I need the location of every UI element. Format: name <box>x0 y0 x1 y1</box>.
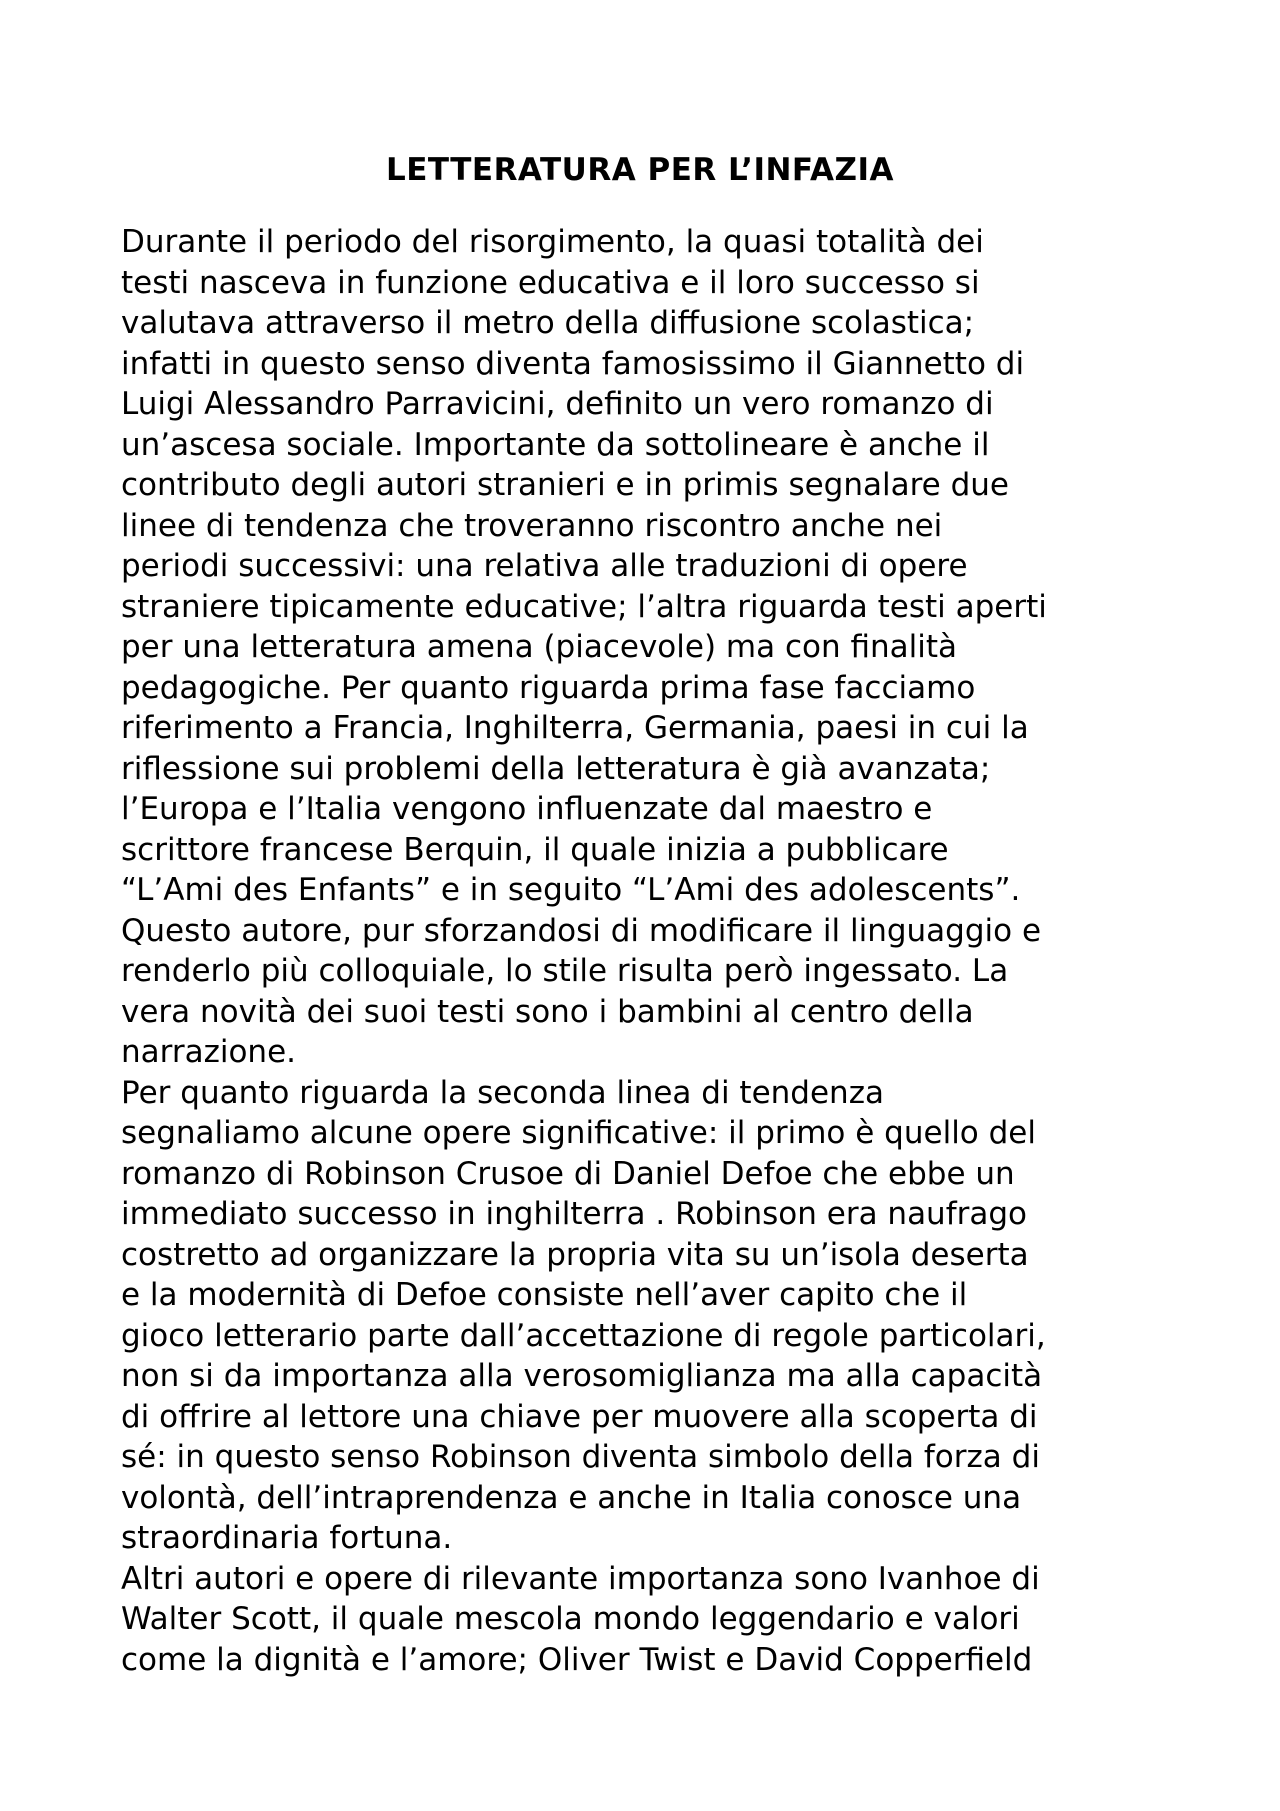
text-line: Luigi Alessandro Parravicini, definito un vero romanzo di <box>121 386 994 422</box>
text-line: renderlo più colloquiale, lo stile risulta però ingessato. La <box>121 953 1009 989</box>
document-title: LETTERATURA PER L’INFAZIA <box>385 152 895 188</box>
text-line: Durante il periodo del risorgimento, la quasi totalità dei <box>121 224 984 260</box>
text-line: Per quanto riguarda la seconda linea di tendenza <box>121 1074 884 1111</box>
text-line: scrittore francese Berquin, il quale inizia a pubblicare <box>121 831 949 868</box>
text-line: periodi successivi: una relativa alle traduzioni di opere <box>121 548 968 584</box>
text-line: Walter Scott, il quale mescola mondo leggendario e valori <box>121 1601 1020 1637</box>
text-line: come la dignità e l’amore; Oliver Twist e David Copperfield <box>121 1641 1033 1678</box>
text-line: di offrire al lettore una chiave per muovere alla scoperta di <box>121 1398 1038 1435</box>
text-line: sé: in questo senso Robinson diventa simbolo della forza di <box>121 1439 1040 1475</box>
text-line: costretto ad organizzare la propria vita su un’isola deserta <box>121 1236 1029 1273</box>
text-line: immediato successo in inghilterra . Robinson era naufrago <box>121 1196 1028 1232</box>
text-line: testi nasceva in funzione educativa e il loro successo si <box>121 264 980 301</box>
document-body <box>121 222 1181 1680</box>
text-line: Questo autore, pur sforzandosi di modificare il linguaggio e <box>121 912 1042 949</box>
text-line: contributo degli autori stranieri e in primis segnalare due <box>121 467 1009 503</box>
text-line: “L’Ami des Enfants” e in seguito “L’Ami des adolescents”. <box>121 872 1021 908</box>
text-line: valutava attraverso il metro della diffusione scolastica; <box>121 305 975 341</box>
text-line: volontà, dell’intraprendenza e anche in Italia conosce una <box>121 1479 1022 1516</box>
text-line: linee di tendenza che troveranno riscontro anche nei <box>121 507 943 544</box>
text-line: riflessione sui problemi della letteratura è già avanzata; <box>121 750 991 787</box>
text-line: Altri autori e opere di rilevante importanza sono Ivanhoe di <box>121 1560 1040 1597</box>
text-line: e la modernità di Defoe consiste nell’aver capito che il <box>121 1277 968 1313</box>
text-line: l’Europa e l’Italia vengono influenzate dal maestro e <box>121 791 933 827</box>
text-line: riferimento a Francia, Inghilterra, Germania, paesi in cui la <box>121 710 1029 746</box>
text-line: un’ascesa sociale. Importante da sottolineare è anche il <box>121 426 990 463</box>
text-line: straniere tipicamente educative; l’altra riguarda testi aperti <box>121 588 1047 625</box>
text-line: straordinaria fortuna. <box>121 1520 453 1556</box>
text-line: gioco letterario parte dall’accettazione di regole particolari, <box>121 1317 1046 1354</box>
text-line: vera novità dei suoi testi sono i bambini al centro della <box>121 993 974 1030</box>
text-line: infatti in questo senso diventa famosissimo il Giannetto di <box>121 345 1025 382</box>
text-line: per una letteratura amena (piacevole) ma con finalità <box>121 629 958 665</box>
text-line: segnaliamo alcune opere significative: il primo è quello del <box>121 1115 1036 1151</box>
text-line: non si da importanza alla verosomiglianza ma alla capacità <box>121 1358 1043 1394</box>
text-line: narrazione. <box>121 1034 297 1070</box>
text-line: romanzo di Robinson Crusoe di Daniel Defoe che ebbe un <box>121 1155 1015 1192</box>
text-line: pedagogiche. Per quanto riguarda prima fase facciamo <box>121 669 976 706</box>
